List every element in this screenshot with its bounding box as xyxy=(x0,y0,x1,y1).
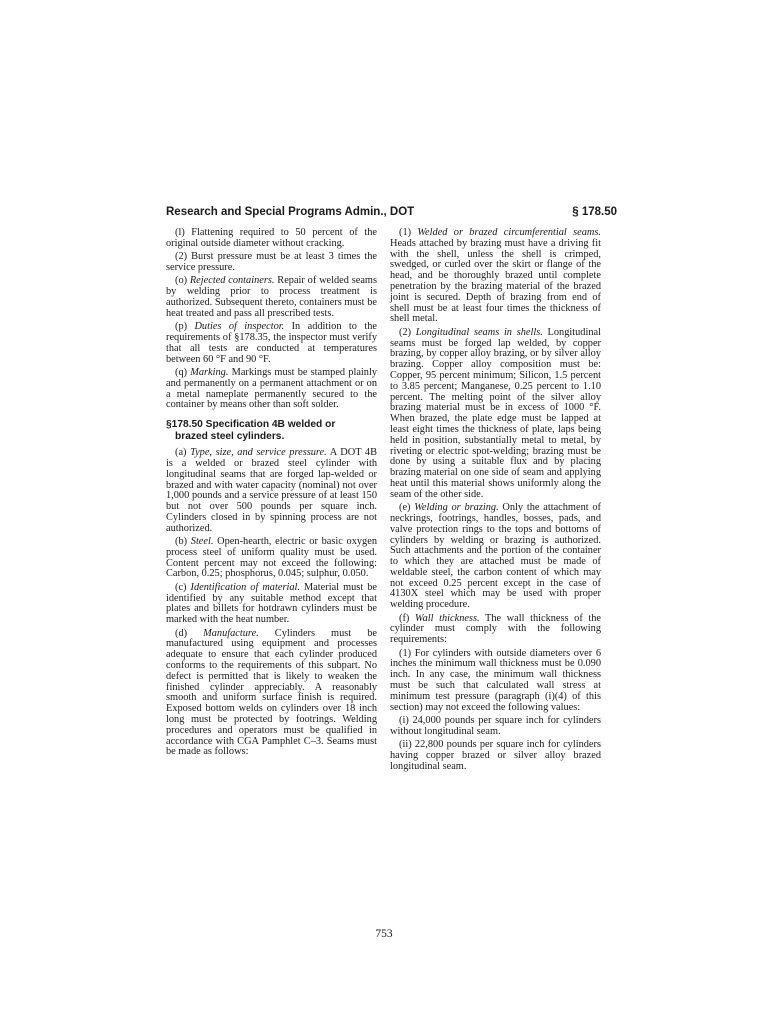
paragraph-1 xyxy=(390,228,601,325)
paragraph-lead: (q) xyxy=(175,366,191,378)
paragraph-caption: Marking. xyxy=(190,366,229,378)
section-title xyxy=(166,419,377,443)
paragraph-text: The wall thickness of the cylinder must comply with the following requirements: xyxy=(390,612,601,646)
paragraph-lead: (a) xyxy=(175,447,191,459)
paragraph-lead: (o) xyxy=(175,275,190,287)
paragraph-text: Markings must be stamped plainly and permanently on a permanent attachment or on a metal nameplate permanently secured to the container by means other than soft solder. xyxy=(166,366,377,411)
paragraph-d xyxy=(166,629,377,759)
paragraph-f-1 xyxy=(390,649,601,714)
paragraph-b xyxy=(166,537,377,580)
paragraph-l xyxy=(166,228,377,250)
paragraph-lead: (c) xyxy=(175,581,191,593)
paragraph-2 xyxy=(390,328,601,501)
paragraph-caption: Welded or brazed circumferential seams. xyxy=(417,227,601,238)
right-column xyxy=(390,228,601,775)
paragraph-text: (2) Burst pressure must be at least 3 times the service pressure. xyxy=(166,251,377,273)
paragraph-text: (i) 24,000 pounds per square inch for cylinders without longitudinal seam. xyxy=(390,715,601,737)
paragraph-text: Open-hearth, electric or basic oxygen process steel of uniform quality must be used. Content percent may not exceed the following: Carbon, 0.25; phosphorus, 0.045; sulphur, 0.050. xyxy=(166,536,377,580)
paragraph-caption: Longitudinal seams in shells. xyxy=(415,326,543,338)
paragraph-text: Heads attached by brazing must have a driving fit with the shell, unless the shell is crimped, swedged, or curled over the skirt or flange of the head, and be thoroughly brazed until complete penetration by the brazing material of the brazed joint is secured. Depth of brazing from end of shell must be at least four times the thickness of shell metal. xyxy=(390,237,601,325)
paragraph-f-i xyxy=(390,716,601,738)
paragraph-text: Material must be identified by any suitable method except that plates and billets for hotdrawn cylinders must be marked with the heat number. xyxy=(166,581,377,626)
paragraph-lead: (1) xyxy=(399,227,418,238)
paragraph-lead: (b) xyxy=(175,536,191,548)
paragraph-caption: Duties of inspector. xyxy=(194,321,285,333)
paragraph-caption: Steel. xyxy=(190,536,214,548)
paragraph-p xyxy=(166,322,377,365)
paragraph-caption: Type, size, and service pressure. xyxy=(190,447,327,459)
paragraph-text: Repair of welded seams by welding prior to process treatment is authorized. Subsequent thereto, containers must be heat treated and pass all prescribed tests. xyxy=(166,275,377,319)
paragraph-text: (ii) 22,800 pounds per square inch for cylinders having copper brazed or silver alloy brazed longitudinal seam. xyxy=(390,739,601,772)
section-title-line: brazed steel cylinders. xyxy=(175,431,285,443)
left-column xyxy=(166,228,377,761)
paragraph-f xyxy=(390,614,601,646)
paragraph-caption: Rejected containers. xyxy=(189,275,275,287)
paragraph-2 xyxy=(166,252,377,274)
paragraph-c xyxy=(166,583,377,626)
paragraph-caption: Welding or brazing. xyxy=(414,502,499,514)
paragraph-o xyxy=(166,276,377,319)
paragraph-e xyxy=(390,503,601,611)
paragraph-lead: (e) xyxy=(399,502,415,514)
paragraph-caption: Identification of material. xyxy=(190,581,300,593)
paragraph-q xyxy=(166,368,377,411)
page-header xyxy=(166,204,617,220)
paragraph-text: Cylinders must be manufactured using equipment and processes adequate to ensure that each cylinder produced conforms to the requirements of this subpart. No defect is permitted that is likely to weaken the finished cylinder appreciably. A reasonably smooth and uniform surface finish is required. Exposed bottom welds on cylinders over 18 inch long must be protected by footrings. Welding procedures and operators must be qualified in accordance with CGA Pamphlet C–3. Seams must be made as follows: xyxy=(166,627,377,758)
paragraph-lead: (f) xyxy=(399,612,415,624)
paragraph-text: Longitudinal seams must be forged lap welded, by copper brazing, by copper alloy brazing, or by silver alloy brazing. Copper alloy composition must be: Copper, 95 percent minimum; Silicon, 1.5 percent to 3.85 percent; Manganese, 0.25 percent to 1.10 percent. The melting point of the silver alloy brazing material must be in excess of 1000 °F. When brazed, the plate edge must be lapped at least eight times the thickness of plate, laps being held in position, substantially metal to metal, by riveting or electric spot-welding; brazing must be done by using a suitable flux and by placing brazing material on one side of seam and applying heat until this material shows uniformly along the seam of the other side. xyxy=(390,326,601,500)
paragraph-text: Only the attachment of neckrings, footrings, handles, bosses, pads, and valve protection rings to the tops and bottoms of cylinders by welding or brazing is authorized. Such attachments and the portion of the container to which they are attached must be made of weldable steel, the carbon content of which may not exceed 0.25 percent except in the case of 4130X steel which may be used with proper welding procedure. xyxy=(390,502,601,611)
section-reference: § 178.50 xyxy=(572,206,617,218)
paragraph-f-ii xyxy=(390,740,601,772)
paragraph-caption: Wall thickness. xyxy=(414,612,480,624)
page-number: 753 xyxy=(375,928,393,940)
paragraph-text: In addition to the requirements of §178.35, the inspector must verify that all tests are conducted at temperatures between 60 °F and 90 °F. xyxy=(166,321,377,365)
paragraph-text: (1) For cylinders with outside diameters over 6 inches the minimum wall thickness must be 0.090 inch. In any case, the minimum wall thickness must be such that calculated wall stress at minimum test pressure (paragraph (i)(4) of this section) may not exceed the following values: xyxy=(390,647,601,713)
paragraph-lead: (2) xyxy=(399,326,416,338)
paragraph-caption: Manufacture. xyxy=(203,627,259,639)
paragraph-a xyxy=(166,448,377,534)
paragraph-lead: (d) xyxy=(175,627,204,639)
running-head: Research and Special Programs Admin., DOT xyxy=(166,206,415,218)
paragraph-text: A DOT 4B is a welded or brazed steel cylinder with longitudinal seams that are forged lap-welded or brazed and with water capacity (nominal) not over 1,000 pounds and a service pressure of at least 150 but not over 500 pounds per square inch. Cylinders closed in by spinning process are not authorized. xyxy=(166,447,377,534)
paragraph-lead: (p) xyxy=(175,321,195,333)
paragraph-text: (l) Flattening required to 50 percent of the original outside diameter without cracking. xyxy=(166,227,377,249)
section-title-line: §178.50 Specification 4B welded or xyxy=(166,419,336,431)
